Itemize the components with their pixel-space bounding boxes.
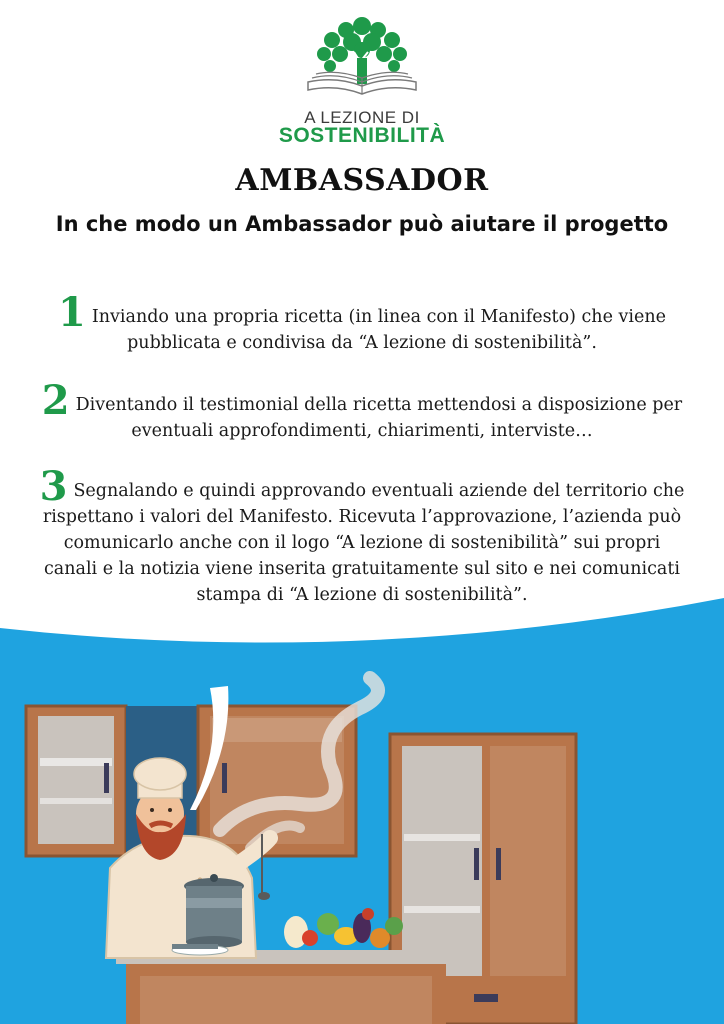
logo-text-top: A LEZIONE DI [304, 108, 420, 127]
cooking-pot [184, 874, 244, 948]
logo-text-bottom: SOSTENIBILITÀ [278, 124, 446, 147]
kitchen-illustration [0, 598, 724, 1024]
point-number: 1 [58, 289, 86, 336]
point-text: Inviando una propria ricetta (in linea con il Manifesto) che viene pubblicata e condivisa da “A lezione di sostenibilità”. [91, 307, 666, 353]
point-number: 3 [39, 463, 68, 510]
tree-book-icon [302, 12, 422, 108]
page-subtitle: In che modo un Ambassador può aiutare il progetto [55, 212, 669, 236]
point-number: 2 [41, 377, 70, 424]
brand-logo [0, 10, 724, 155]
point-3 [36, 463, 688, 608]
point-1 [36, 289, 688, 356]
page-title: AMBASSADOR [235, 163, 489, 198]
wall-cabinet-left [26, 706, 126, 856]
point-text: Diventando il testimonial della ricetta mettendosi a disposizione per eventuali approfondimenti, chiarimenti, interviste… [75, 395, 683, 441]
kitchen-counter [116, 950, 460, 1024]
point-2 [36, 377, 688, 444]
point-text: Segnalando e quindi approvando eventuali aziende del territorio che rispettano i valori del Manifesto. Ricevuta l’approvazione, l’azienda può comunicarlo anche con il logo “A lezione di sostenibilità” sui propri canali e la notizia viene inserita gratuitamente sul sito e nei comunicati stampa di “A lezione di sostenibilità”. [42, 481, 685, 605]
